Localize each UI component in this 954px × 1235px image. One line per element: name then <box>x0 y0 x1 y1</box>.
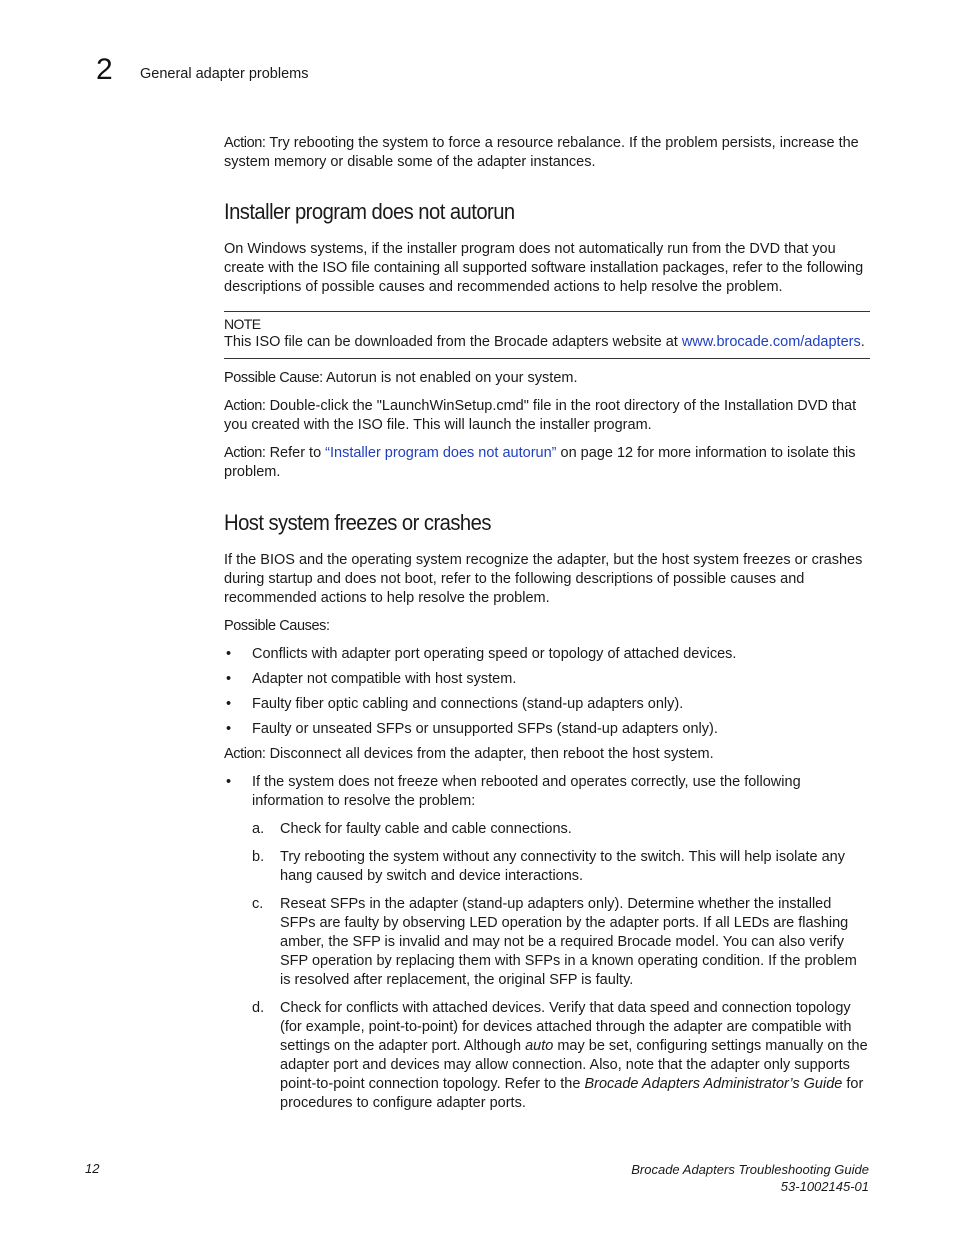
intro-action <box>224 134 870 172</box>
possible-cause-label: Possible Cause: <box>224 370 323 386</box>
note-label: NOTE <box>224 316 261 332</box>
action-disconnect-text: Disconnect all devices from the adapter, then reboot the host system. <box>269 746 714 762</box>
action-launch-text: Double-click the "LaunchWinSetup.cmd" file in the root directory of the Installation DVD that you created with the ISO file. This will launch the installer program. <box>224 398 857 433</box>
list-item: • If the system does not freeze when rebooted and operates correctly, use the following information to resolve the problem: <box>226 774 801 809</box>
section-heading-installer: Installer program does not autorun <box>224 199 515 224</box>
list-item: • Faulty fiber optic cabling and connections (stand-up adapters only). <box>226 696 684 712</box>
bullet-icon: • <box>226 774 232 790</box>
possible-cause-text: Autorun is not enabled on your system. <box>326 370 578 386</box>
if-list <box>224 773 870 811</box>
possible-cause-autorun <box>224 369 870 388</box>
intro-action-text: Try rebooting the system to force a resource rebalance. If the problem persists, increase the system memory or disable some of the adapter instances. <box>224 135 859 170</box>
list-item: c. Reseat SFPs in the adapter (stand-up adapters only). Determine whether the installed SFPs are faulty by observing LED operation by the adapter ports. If all LEDs are flashing amber, the SFP is invalid and may not be a required Brocade model. You can also verify SFP operation by replacing them with SFPs in a known operating condition. If the problem is resolved after replacement, the original SFP is faulty. <box>252 896 857 988</box>
action-refer <box>224 444 870 482</box>
brocade-adapters-link[interactable]: www.brocade.com/adapters <box>681 334 861 350</box>
footer-doc-number: 53-1002145-01 <box>780 1179 869 1194</box>
main-content <box>224 134 870 1113</box>
action-label: Action: <box>224 445 266 461</box>
section1-body: On Windows systems, if the installer program does not automatically run from the DVD that you create with the ISO file containing all supported software installation packages, refer to the following descriptions of possible causes and recommended actions to help resolve the problem. <box>224 241 864 295</box>
list-item: • Conflicts with adapter port operating speed or topology of attached devices. <box>226 646 737 662</box>
section-heading-host-freezes: Host system freezes or crashes <box>224 510 491 535</box>
action-label: Action: <box>224 398 266 414</box>
section2-body: If the BIOS and the operating system recognize the adapter, but the host system freezes or crashes during startup and does not boot, refer to the following descriptions of possible causes and recommended actions to help resolve the problem. <box>224 552 863 606</box>
chapter-number: 2 <box>96 53 113 86</box>
page-number: 12 <box>85 1161 100 1176</box>
note-text <box>224 333 870 352</box>
bullet-icon: • <box>226 646 232 662</box>
note-text-after: . <box>860 334 865 350</box>
action-refer-after: on page 12 for more information to isolate this problem. <box>224 445 856 480</box>
causes-list <box>224 645 870 739</box>
chapter-title: General adapter problems <box>140 66 309 82</box>
note-text-before: This ISO file can be downloaded from the Brocade adapters website at <box>224 334 682 350</box>
list-item: b. Try rebooting the system without any connectivity to the switch. This will help isolate any hang caused by switch and device interactions. <box>252 849 845 884</box>
action-disconnect <box>224 745 870 764</box>
bullet-icon: • <box>226 721 232 737</box>
note-box <box>224 311 870 359</box>
list-item: • Adapter not compatible with host system. <box>226 671 517 687</box>
list-item: d. Check for conflicts with attached devices. Verify that data speed and connection topology (for example, point-to-point) for devices attached through the adapter are compatible with settings on the adapter port. Although auto may be set, configuring settings manually on the adapter port and devices may allow connection. Also, note that the adapter only supports point-to-point connection topology. Refer to the Brocade Adapters Administrator’s Guide for procedures to configure adapter ports. <box>252 1000 868 1111</box>
action-launch-installer <box>224 397 870 435</box>
bullet-icon: • <box>226 696 232 712</box>
list-item: a. Check for faulty cable and cable connections. <box>252 821 572 837</box>
bullet-icon: • <box>226 671 232 687</box>
action-label: Action: <box>224 746 266 762</box>
possible-causes-label: Possible Causes: <box>224 618 330 634</box>
footer-doc-info <box>631 1161 869 1195</box>
list-item: • Faulty or unseated SFPs or unsupported SFPs (stand-up adapters only). <box>226 721 718 737</box>
steps-list <box>224 820 870 1113</box>
cross-reference-link[interactable]: “Installer program does not autorun” <box>325 445 557 461</box>
action-label: Action: <box>224 135 266 151</box>
footer-doc-title: Brocade Adapters Troubleshooting Guide <box>631 1162 869 1177</box>
action-refer-before: Refer to <box>269 445 326 461</box>
